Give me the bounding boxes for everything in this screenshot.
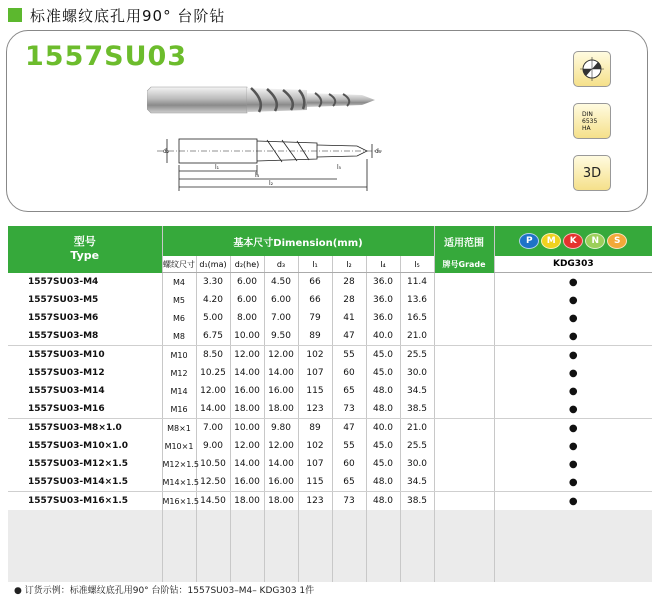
cell-type: 1557SU03-M10 xyxy=(28,350,105,360)
cell-l2: 73 xyxy=(332,400,366,419)
material-m-icon: M xyxy=(541,233,561,249)
empty-cell xyxy=(8,528,162,546)
empty-cell xyxy=(400,510,434,528)
cell-l5: 25.5 xyxy=(400,346,434,365)
cell-type: 1557SU03-M4 xyxy=(28,276,99,287)
empty-cell xyxy=(494,510,652,528)
col-d1: d₁(ma) xyxy=(196,256,230,273)
empty-cell xyxy=(196,546,230,564)
label-d1: d₁ xyxy=(375,148,382,155)
empty-cell xyxy=(434,564,494,582)
empty-cell xyxy=(196,510,230,528)
empty-cell xyxy=(8,546,162,564)
empty-cell xyxy=(230,546,264,564)
col-l5: l₅ xyxy=(400,256,434,273)
cell-l1: 115 xyxy=(298,382,332,400)
type-header xyxy=(8,226,162,273)
technical-drawing xyxy=(157,131,397,201)
cell-grade-mark: ● xyxy=(494,400,652,419)
cell-l4: 36.0 xyxy=(366,273,400,292)
empty-cell xyxy=(264,528,298,546)
cell-l4: 48.0 xyxy=(366,492,400,511)
empty-cell xyxy=(332,510,366,528)
empty-row xyxy=(8,546,652,564)
cell-l5: 13.6 xyxy=(400,291,434,309)
cell-grade-mark: ● xyxy=(494,309,652,327)
cell-l1: 123 xyxy=(298,492,332,511)
cell-d3: 12.00 xyxy=(264,346,298,365)
spec-table xyxy=(8,226,652,582)
empty-cell xyxy=(298,528,332,546)
type-header-en: Type xyxy=(70,249,100,263)
cell-d1: 3.30 xyxy=(196,273,230,292)
cell-type: 1557SU03-M6 xyxy=(28,313,99,323)
empty-cell xyxy=(162,546,196,564)
cell-d1: 8.50 xyxy=(196,346,230,365)
cell-l2: 55 xyxy=(332,346,366,365)
cell-d1: 10.50 xyxy=(196,455,230,473)
cell-d2: 6.00 xyxy=(230,291,264,309)
din-line-2: 6535 xyxy=(582,117,598,125)
label-d2: d₂ xyxy=(163,148,170,155)
footer-bullet: ● xyxy=(14,586,22,596)
cell-l1: 102 xyxy=(298,437,332,455)
cell-l4: 48.0 xyxy=(366,400,400,419)
material-s-icon: S xyxy=(607,233,627,249)
cell-l5: 30.0 xyxy=(400,455,434,473)
cell-l1: 66 xyxy=(298,273,332,292)
table-row xyxy=(8,400,652,419)
cell-grade-empty xyxy=(434,273,494,292)
cell-l1: 102 xyxy=(298,346,332,365)
col-d3: d₃ xyxy=(264,256,298,273)
col-d2: d₂(he) xyxy=(230,256,264,273)
material-p-icon: P xyxy=(519,233,539,249)
cell-d1: 12.00 xyxy=(196,382,230,400)
cell-l1: 89 xyxy=(298,327,332,346)
din-line-3: HA xyxy=(582,124,591,132)
cell-d1: 10.25 xyxy=(196,364,230,382)
green-square-icon xyxy=(8,8,22,22)
cell-d3: 12.00 xyxy=(264,437,298,455)
din-line-1: DIN xyxy=(582,110,593,118)
empty-cell xyxy=(400,528,434,546)
cell-grade-mark: ● xyxy=(494,273,652,292)
cell-d2: 18.00 xyxy=(230,492,264,511)
cell-l4: 45.0 xyxy=(366,346,400,365)
col-thread: 螺纹尺寸 xyxy=(162,256,196,273)
cell-d1: 4.20 xyxy=(196,291,230,309)
cell-l1: 123 xyxy=(298,400,332,419)
cell-d3: 16.00 xyxy=(264,473,298,492)
cell-l4: 40.0 xyxy=(366,327,400,346)
table-row xyxy=(8,291,652,309)
empty-cell xyxy=(298,546,332,564)
empty-cell xyxy=(264,510,298,528)
cell-grade-empty xyxy=(434,327,494,346)
cell-l5: 38.5 xyxy=(400,400,434,419)
empty-row xyxy=(8,510,652,528)
table-row xyxy=(8,455,652,473)
cell-l1: 107 xyxy=(298,364,332,382)
cell-l4: 36.0 xyxy=(366,309,400,327)
cell-d3: 7.00 xyxy=(264,309,298,327)
cell-grade-mark: ● xyxy=(494,346,652,365)
cell-l2: 65 xyxy=(332,382,366,400)
cross-section-icon xyxy=(573,51,611,87)
cell-d2: 16.00 xyxy=(230,382,264,400)
grade-label: 牌号Grade xyxy=(434,256,494,273)
col-l4: l₄ xyxy=(366,256,400,273)
cell-d2: 18.00 xyxy=(230,400,264,419)
cell-d3: 6.00 xyxy=(264,291,298,309)
cell-d3: 18.00 xyxy=(264,492,298,511)
cell-l5: 34.5 xyxy=(400,473,434,492)
cell-d3: 16.00 xyxy=(264,382,298,400)
cell-d1: 14.00 xyxy=(196,400,230,419)
cell-thread: M6 xyxy=(162,309,196,327)
empty-cell xyxy=(8,564,162,582)
cell-grade-empty xyxy=(434,382,494,400)
cell-type: 1557SU03-M12×1.5 xyxy=(28,459,129,469)
cell-l1: 107 xyxy=(298,455,332,473)
cell-thread: M16 xyxy=(162,400,196,419)
cell-d2: 6.00 xyxy=(230,273,264,292)
empty-cell xyxy=(332,564,366,582)
cell-l5: 16.5 xyxy=(400,309,434,327)
label-l1: l₁ xyxy=(215,164,220,171)
cell-grade-empty xyxy=(434,346,494,365)
empty-cell xyxy=(162,528,196,546)
empty-cell xyxy=(298,510,332,528)
cell-d3: 9.50 xyxy=(264,327,298,346)
empty-cell xyxy=(332,546,366,564)
empty-cell xyxy=(366,510,400,528)
cell-l1: 89 xyxy=(298,419,332,438)
cell-type: 1557SU03-M16×1.5 xyxy=(28,496,129,506)
cell-l5: 21.0 xyxy=(400,419,434,438)
cell-grade-empty xyxy=(434,492,494,511)
material-circles xyxy=(494,226,652,256)
empty-cell xyxy=(230,528,264,546)
empty-cell xyxy=(366,528,400,546)
cell-type: 1557SU03-M10×1.0 xyxy=(28,441,129,451)
table-row xyxy=(8,382,652,400)
empty-cell xyxy=(196,564,230,582)
cell-l5: 21.0 xyxy=(400,327,434,346)
cell-d1: 9.00 xyxy=(196,437,230,455)
3d-label: 3D xyxy=(582,165,602,181)
cell-thread: M5 xyxy=(162,291,196,309)
empty-cell xyxy=(162,564,196,582)
table-row xyxy=(8,273,652,292)
cell-l2: 65 xyxy=(332,473,366,492)
cell-thread: M4 xyxy=(162,273,196,292)
cell-l4: 45.0 xyxy=(366,455,400,473)
cell-d2: 10.00 xyxy=(230,419,264,438)
empty-row xyxy=(8,564,652,582)
cell-l4: 45.0 xyxy=(366,364,400,382)
cell-l4: 45.0 xyxy=(366,437,400,455)
empty-cell xyxy=(494,564,652,582)
material-k-icon: K xyxy=(563,233,583,249)
cell-grade-mark: ● xyxy=(494,364,652,382)
din-6535-ha-icon xyxy=(573,103,611,139)
col-l2: l₂ xyxy=(332,256,366,273)
cell-grade-mark: ● xyxy=(494,437,652,455)
product-panel xyxy=(6,30,648,212)
cell-thread: M12×1.5 xyxy=(162,455,196,473)
dimension-header: 基本尺寸Dimension(mm) xyxy=(162,226,434,256)
cell-l4: 36.0 xyxy=(366,291,400,309)
cell-l4: 48.0 xyxy=(366,473,400,492)
cell-thread: M14×1.5 xyxy=(162,473,196,492)
cell-l2: 60 xyxy=(332,364,366,382)
empty-cell xyxy=(366,546,400,564)
cell-thread: M16×1.5 xyxy=(162,492,196,511)
table-row xyxy=(8,492,652,511)
table-row xyxy=(8,327,652,346)
cell-type: 1557SU03-M14×1.5 xyxy=(8,473,162,492)
cell-grade-mark: ● xyxy=(494,473,652,492)
empty-cell xyxy=(494,546,652,564)
cell-grade-empty xyxy=(434,437,494,455)
cell-thread: M14 xyxy=(162,382,196,400)
cell-grade-empty xyxy=(434,400,494,419)
empty-cell xyxy=(400,546,434,564)
cell-d3: 14.00 xyxy=(264,455,298,473)
cell-d2: 16.00 xyxy=(230,473,264,492)
cell-d1: 6.75 xyxy=(196,327,230,346)
cell-d2: 10.00 xyxy=(230,327,264,346)
cell-type: 1557SU03-M12 xyxy=(28,368,105,378)
cell-l5: 38.5 xyxy=(400,492,434,511)
cell-d3: 4.50 xyxy=(264,273,298,292)
label-l5: l₅ xyxy=(337,164,342,171)
cell-grade-empty xyxy=(434,291,494,309)
label-l4: l₄ xyxy=(255,172,260,179)
cell-l2: 55 xyxy=(332,437,366,455)
cell-grade-mark: ● xyxy=(494,419,652,438)
cell-l2: 41 xyxy=(332,309,366,327)
empty-cell xyxy=(162,510,196,528)
cell-d3: 14.00 xyxy=(264,364,298,382)
cell-type: 1557SU03-M8 xyxy=(8,327,162,346)
empty-cell xyxy=(434,546,494,564)
empty-cell xyxy=(366,564,400,582)
table-row xyxy=(8,309,652,327)
table-row xyxy=(8,346,652,365)
cell-d2: 14.00 xyxy=(230,455,264,473)
label-l2: l₂ xyxy=(269,180,274,187)
cell-l5: 34.5 xyxy=(400,382,434,400)
3d-icon xyxy=(573,155,611,191)
cell-d2: 8.00 xyxy=(230,309,264,327)
cell-d1: 7.00 xyxy=(196,419,230,438)
cell-l2: 28 xyxy=(332,291,366,309)
cell-grade-mark: ● xyxy=(494,492,652,511)
cell-grade-mark: ● xyxy=(494,455,652,473)
empty-cell xyxy=(196,528,230,546)
drill-photo xyxy=(147,79,387,123)
cell-grade-mark: ● xyxy=(494,291,652,309)
page-header xyxy=(8,4,225,26)
cell-type: 1557SU03-M16 xyxy=(8,400,162,419)
cell-l4: 40.0 xyxy=(366,419,400,438)
table-row xyxy=(8,419,652,438)
cell-l2: 73 xyxy=(332,492,366,511)
cell-l2: 47 xyxy=(332,419,366,438)
cell-l1: 115 xyxy=(298,473,332,492)
page-title: 标准螺纹底孔用90° 台阶钻 xyxy=(30,6,226,25)
cell-l4: 48.0 xyxy=(366,382,400,400)
empty-cell xyxy=(332,528,366,546)
empty-cell xyxy=(264,546,298,564)
empty-cell xyxy=(298,564,332,582)
order-example xyxy=(14,583,314,596)
empty-cell xyxy=(230,564,264,582)
cell-l2: 60 xyxy=(332,455,366,473)
empty-cell xyxy=(8,510,162,528)
cell-thread: M10×1 xyxy=(162,437,196,455)
applic-header: 适用范围 xyxy=(434,226,494,256)
col-l1: l₁ xyxy=(298,256,332,273)
cell-l1: 66 xyxy=(298,291,332,309)
empty-cell xyxy=(434,528,494,546)
cell-l2: 47 xyxy=(332,327,366,346)
cell-type: 1557SU03-M5 xyxy=(28,295,99,305)
cell-l5: 30.0 xyxy=(400,364,434,382)
cell-grade-empty xyxy=(434,419,494,438)
cell-d2: 12.00 xyxy=(230,346,264,365)
cell-l5: 11.4 xyxy=(400,273,434,292)
cell-thread: M12 xyxy=(162,364,196,382)
cell-d1: 12.50 xyxy=(196,473,230,492)
table-row xyxy=(8,437,652,455)
cell-thread: M10 xyxy=(162,346,196,365)
cell-d2: 14.00 xyxy=(230,364,264,382)
empty-cell xyxy=(264,564,298,582)
table-row xyxy=(8,364,652,382)
cell-type: 1557SU03-M14 xyxy=(28,386,105,396)
table-row xyxy=(8,473,652,492)
cell-grade-empty xyxy=(434,473,494,492)
cell-d1: 14.50 xyxy=(196,492,230,511)
cell-d1: 5.00 xyxy=(196,309,230,327)
cell-grade-mark: ● xyxy=(494,327,652,346)
cell-grade-empty xyxy=(434,309,494,327)
empty-cell xyxy=(400,564,434,582)
material-n-icon: N xyxy=(585,233,605,249)
cell-type: 1557SU03-M8×1.0 xyxy=(28,423,122,433)
empty-cell xyxy=(230,510,264,528)
cell-l1: 79 xyxy=(298,309,332,327)
cell-thread: M8×1 xyxy=(162,419,196,438)
cell-grade-empty xyxy=(434,455,494,473)
cell-grade-empty xyxy=(434,364,494,382)
empty-cell xyxy=(434,510,494,528)
cell-d2: 12.00 xyxy=(230,437,264,455)
grade-value: KDG303 xyxy=(494,256,652,273)
type-header-cn: 型号 xyxy=(73,235,96,249)
cell-thread: M8 xyxy=(162,327,196,346)
cell-d3: 9.80 xyxy=(264,419,298,438)
empty-row xyxy=(8,528,652,546)
product-code: 1557SU03 xyxy=(25,41,188,72)
cell-d3: 18.00 xyxy=(264,400,298,419)
cell-l2: 28 xyxy=(332,273,366,292)
cell-grade-mark: ● xyxy=(494,382,652,400)
footer-text: 订货示例：标准螺纹底孔用90° 台阶钻：1557SU03–M4– KDG303 1件 xyxy=(24,586,315,596)
empty-cell xyxy=(494,528,652,546)
cell-l5: 25.5 xyxy=(400,437,434,455)
